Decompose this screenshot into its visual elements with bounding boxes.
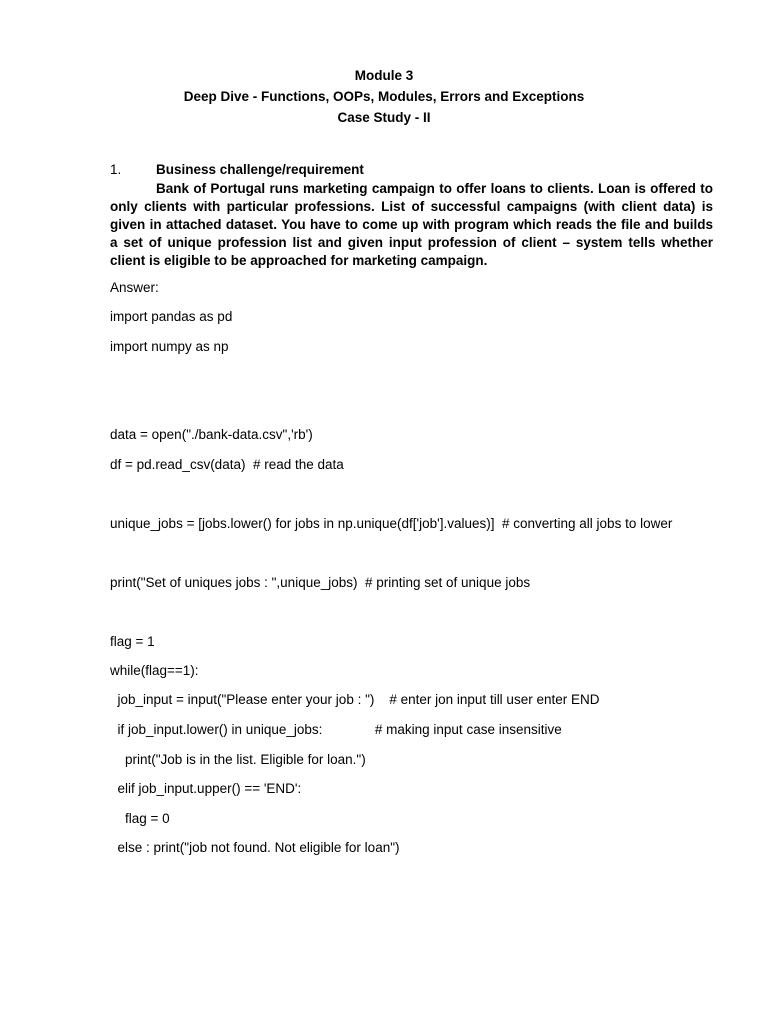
section-title: Business challenge/requirement: [156, 162, 364, 177]
code-line: else : print("job not found. Not eligible for loan"): [110, 840, 400, 855]
code-line: import numpy as np: [110, 339, 229, 354]
requirement-paragraph: Bank of Portugal runs marketing campaign to offer loans to clients. Loan is offered to only clients with particular professions. List of successful campaigns (with client data) is given in attached dataset. You have to come up with program which reads the file and builds a set of unique profession list and given input profession of client – system tells whether client is eligible to be approached for marketing campaign.: [110, 181, 713, 268]
code-line: while(flag==1):: [110, 663, 199, 678]
code-line: job_input = input("Please enter your job : ") # enter jon input till user enter END: [110, 692, 600, 707]
code-line: df = pd.read_csv(data) # read the data: [110, 457, 344, 472]
module-heading: Module 3: [354, 68, 414, 83]
section-number: 1.: [110, 162, 122, 177]
code-line: flag = 0: [110, 811, 170, 826]
code-line: flag = 1: [110, 634, 155, 649]
code-line: unique_jobs = [jobs.lower() for jobs in np.unique(df['job'].values)] # converting all jobs to lower: [110, 516, 673, 531]
code-line: if job_input.lower() in unique_jobs: # making input case insensitive: [110, 722, 562, 737]
code-line: import pandas as pd: [110, 309, 233, 324]
answer-label: Answer:: [110, 280, 159, 295]
code-line: elif job_input.upper() == 'END':: [110, 781, 302, 796]
code-line: print("Job is in the list. Eligible for loan."): [110, 752, 366, 767]
case-study-heading: Case Study - II: [337, 110, 431, 125]
code-line: print("Set of uniques jobs : ",unique_jobs) # printing set of unique jobs: [110, 575, 531, 590]
code-line: data = open("./bank-data.csv",'rb'): [110, 427, 313, 442]
document-title: Deep Dive - Functions, OOPs, Modules, Errors and Exceptions: [183, 89, 585, 104]
